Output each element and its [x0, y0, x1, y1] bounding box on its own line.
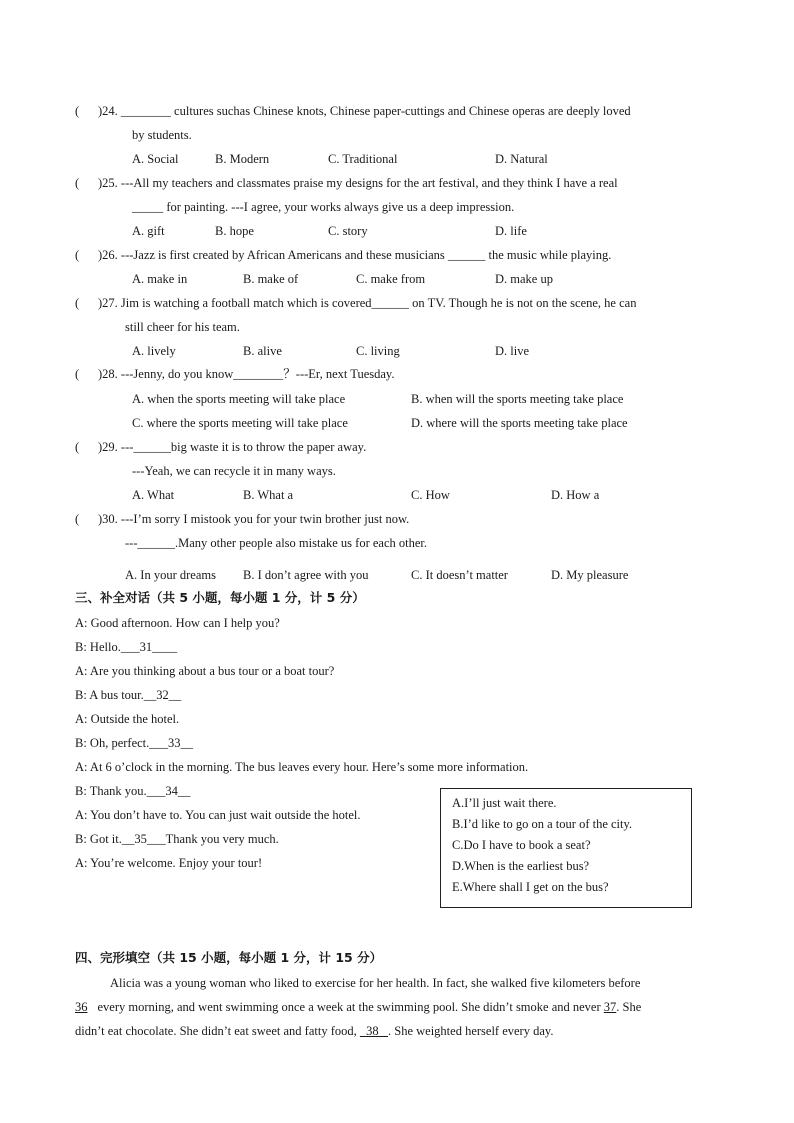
question-29-continuation: ---Yeah, we can recycle it in many ways. — [132, 464, 336, 478]
question-30-stem: ( )30. ---I’m sorry I mistook you for your twin brother just now. — [75, 512, 410, 526]
box-option-b: B.I’d like to go on a tour of the city. — [452, 817, 633, 831]
option-a: A. Social — [132, 152, 179, 166]
answer-options-box — [440, 788, 692, 908]
question-number: 28 — [102, 367, 115, 381]
box-option-c: C.Do I have to book a seat? — [452, 838, 591, 852]
option-d: D. How a — [551, 488, 600, 502]
question-number: 25 — [102, 176, 115, 190]
dialogue-line: B: Thank you.___34__ — [75, 784, 191, 798]
answer-paren-close: ) — [98, 176, 103, 190]
question-text: ---All my teachers and classmates praise my designs for the art festival, and they think I have a real — [120, 176, 618, 190]
question-number: 30 — [102, 512, 115, 526]
option-c: C. where the sports meeting will take place — [132, 416, 348, 430]
question-text: ---I’m sorry I mistook you for your twin brother just now. — [120, 512, 410, 526]
question-text: Jim is watching a football match which is covered______ on TV. Though he is not on the scene, he can — [120, 296, 637, 310]
answer-paren-close: ) — [98, 104, 103, 118]
option-c: C. How — [411, 488, 450, 502]
answer-paren-close: ) — [98, 296, 103, 310]
question-text: ---Jazz is first created by African Americans and these musicians ______ the music while playing. — [120, 248, 612, 262]
passage-text: didn’t eat chocolate. She didn’t eat sweet and fatty food, — [75, 1024, 357, 1038]
option-d: D. make up — [495, 272, 553, 286]
dialogue-line: A: Good afternoon. How can I help you? — [75, 616, 280, 630]
dialogue-line: B: Hello.___31____ — [75, 640, 178, 654]
question-25-stem: ( )25. ---All my teachers and classmates praise my designs for the art festival, and they think I have a real — [75, 176, 618, 190]
passage-line: Alicia was a young woman who liked to exercise for her health. In fact, she walked five kilometers before — [110, 976, 641, 990]
option-b: B. make of — [243, 272, 299, 286]
option-d: D. Natural — [495, 152, 548, 166]
answer-paren-open: ( — [75, 248, 80, 262]
option-b: B. Modern — [215, 152, 270, 166]
answer-paren-open: ( — [75, 367, 80, 381]
answer-paren-open: ( — [75, 296, 80, 310]
question-25-continuation: _____ for painting. ---I agree, your works always give us a deep impression. — [132, 200, 515, 214]
question-27-continuation: still cheer for his team. — [125, 320, 240, 334]
box-option-d: D.When is the earliest bus? — [452, 859, 590, 873]
question-number: 27 — [102, 296, 115, 310]
blank-38: 38 — [366, 1024, 379, 1038]
option-d: D. live — [495, 344, 530, 358]
option-a: A. when the sports meeting will take place — [132, 392, 346, 406]
question-30-continuation: ---______.Many other people also mistake us for each other. — [125, 536, 427, 550]
option-a: A. In your dreams — [125, 568, 216, 582]
option-b: B. when will the sports meeting take place — [411, 392, 624, 406]
question-27-stem: ( )27. Jim is watching a football match which is covered______ on TV. Though he is not on the scene, he can — [75, 296, 637, 310]
question-24-continuation: by students. — [132, 128, 192, 142]
passage-text: every morning, and went swimming once a week at the swimming pool. She didn’t smoke and never — [97, 1000, 601, 1014]
dialogue-line: A: Are you thinking about a bus tour or a boat tour? — [75, 664, 335, 678]
option-b: B. What a — [243, 488, 294, 502]
option-c: C. story — [328, 224, 368, 238]
question-26-stem: ( )26. ---Jazz is first created by African Americans and these musicians ______ the music while playing. — [75, 248, 612, 262]
dialogue-line: A: Outside the hotel. — [75, 712, 180, 726]
option-a: A. lively — [132, 344, 176, 358]
passage-text: . She — [616, 1000, 642, 1014]
option-c: C. living — [356, 344, 400, 358]
option-d: D. My pleasure — [551, 568, 629, 582]
answer-paren-close: ) — [98, 512, 103, 526]
question-text: ________ cultures suchas Chinese knots, Chinese paper-cuttings and Chinese operas are deeply loved — [120, 104, 631, 118]
question-28-stem: ( )28. ---Jenny, do you know________？---Er, next Tuesday. — [75, 367, 395, 381]
question-24-stem: ( )24. ________ cultures suchas Chinese knots, Chinese paper-cuttings and Chinese operas are deeply loved — [75, 104, 631, 118]
answer-paren-open: ( — [75, 176, 80, 190]
passage-text: . She weighted herself every day. — [388, 1024, 554, 1038]
dialogue-line: A: You’re welcome. Enjoy your tour! — [75, 856, 263, 870]
option-b: B. hope — [215, 224, 254, 238]
passage-line — [75, 999, 641, 1015]
option-c: C. Traditional — [328, 152, 398, 166]
section-3-heading: 三、补全对话（共 5 小题，每小题 1 分，计 5 分） — [75, 590, 365, 605]
question-number: 29 — [102, 440, 115, 454]
option-b: B. I don’t agree with you — [243, 568, 369, 582]
answer-paren-close: ) — [98, 248, 103, 262]
question-number: 26 — [102, 248, 115, 262]
box-option-e: E.Where shall I get on the bus? — [452, 880, 609, 894]
question-text: ---______big waste it is to throw the paper away. — [120, 440, 367, 454]
answer-paren-open: ( — [75, 512, 80, 526]
section-4-heading: 四、完形填空（共 15 小题，每小题 1 分，计 15 分） — [75, 950, 383, 965]
box-option-a: A.I’ll just wait there. — [452, 796, 557, 810]
passage-line — [75, 1023, 553, 1039]
option-b: B. alive — [243, 344, 282, 358]
option-d: D. life — [495, 224, 527, 238]
answer-paren-open: ( — [75, 440, 80, 454]
answer-paren-open: ( — [75, 104, 80, 118]
option-c: C. It doesn’t matter — [411, 568, 508, 582]
option-d: D. where will the sports meeting take place — [411, 416, 628, 430]
answer-paren-close: ) — [98, 440, 103, 454]
option-a: A. What — [132, 488, 175, 502]
blank-36: 36 — [75, 1000, 88, 1014]
question-number: 24 — [102, 104, 115, 118]
dialogue-line: A: You don’t have to. You can just wait outside the hotel. — [75, 808, 361, 822]
blank-37: 37 — [603, 1000, 617, 1014]
dialogue-line: B: Oh, perfect.___33__ — [75, 736, 194, 750]
dialogue-line: B: A bus tour.__32__ — [75, 688, 182, 702]
question-text: ---Jenny, do you know________？---Er, next Tuesday. — [120, 367, 395, 381]
question-29-stem: ( )29. ---______big waste it is to throw the paper away. — [75, 440, 367, 454]
answer-paren-close: ) — [98, 367, 103, 381]
option-c: C. make from — [356, 272, 426, 286]
option-a: A. make in — [132, 272, 188, 286]
dialogue-line: A: At 6 o’clock in the morning. The bus leaves every hour. Here’s some more information. — [75, 760, 529, 774]
dialogue-line: B: Got it.__35___Thank you very much. — [75, 832, 279, 846]
option-a: A. gift — [132, 224, 165, 238]
